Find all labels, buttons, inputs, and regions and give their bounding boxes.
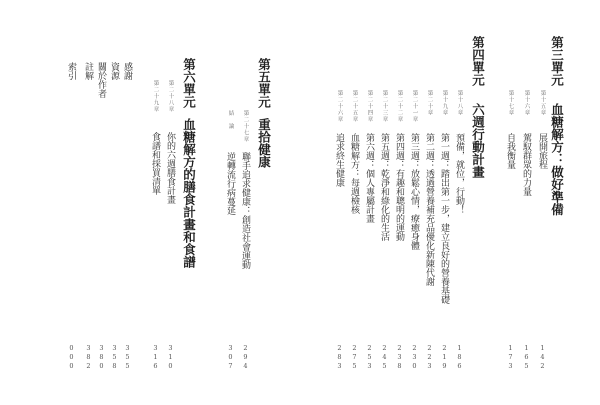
unit-4-title: 六週行動計畫: [470, 103, 486, 178]
unit-5-entry-2-page: 307: [226, 344, 235, 371]
unit-5-label: 第五單元: [256, 58, 272, 108]
backmatter-index-page: 000: [67, 344, 76, 371]
unit-4-entry-9-page: 283: [335, 344, 344, 371]
unit-4-label: 第四單元: [470, 36, 486, 86]
backmatter-about-author-title: 關於作者: [96, 62, 106, 98]
unit-4-entry-5-title: 第四週：有趣和聰明的運動: [394, 133, 404, 241]
unit-4-entry-8-number: 第二十五章: [351, 90, 358, 123]
unit-3-entry-2-number: 第十六章: [523, 90, 530, 116]
unit-3-entry-3-page: 173: [506, 344, 515, 371]
unit-4-entry-7-title: 第六週：個人專屬計畫: [364, 133, 374, 223]
unit-3-entry-1-page: 142: [538, 344, 547, 371]
backmatter-index-title: 索引: [66, 62, 76, 80]
unit-3-entry-2-page: 165: [522, 344, 531, 371]
unit-5-entry-1-page: 294: [241, 344, 250, 371]
unit-4-entry-6-page: 245: [380, 344, 389, 371]
unit-5-entry-2-title: 逆轉流行病蔓延: [225, 152, 235, 215]
unit-4-entry-6-title: 第五週：乾淨和綠化的生活: [379, 133, 389, 241]
backmatter-notes-page: 382: [84, 344, 93, 371]
unit-4-entry-2-number: 第十九章: [441, 90, 448, 116]
unit-6-title: 血糖解方的膳食計畫和食譜: [181, 118, 197, 268]
backmatter-resources-page: 358: [110, 344, 119, 371]
unit-6-label: 第六單元: [181, 58, 197, 108]
unit-4-entry-2-page: 219: [440, 344, 449, 371]
unit-4-entry-7-number: 第二十四章: [366, 90, 373, 123]
unit-5-entry-1-title: 聯手追求健康：創造社會運動: [240, 152, 250, 269]
backmatter-notes-title: 註解: [83, 62, 93, 80]
unit-4-entry-1-title: 預備，就位，行動！: [454, 133, 464, 214]
unit-3-title: 血糖解方：做好準備: [549, 103, 565, 216]
unit-4-entry-9-title: 追求終生健康: [334, 133, 344, 187]
unit-3-entry-3-title: 自我衡量: [505, 133, 515, 169]
unit-3-entry-1-number: 第十五章: [539, 90, 546, 116]
unit-5-title: 重拾健康: [256, 118, 272, 168]
unit-4-entry-8-title: 血糖解方：每週檢核: [349, 133, 359, 214]
unit-4-entry-4-number: 第二十一章: [411, 90, 418, 123]
unit-6-entry-1-page: 310: [166, 344, 175, 371]
unit-4-entry-4-page: 230: [410, 344, 419, 371]
unit-4-entry-7-page: 253: [365, 344, 374, 371]
unit-4-entry-4-title: 第三週：放鬆心情，療癒身體: [409, 133, 419, 250]
unit-6-entry-1-title: 你的六週膳食計畫: [165, 132, 175, 204]
unit-4-entry-3-page: 223: [425, 344, 434, 371]
unit-5-entry-1-number: 第二十七章: [242, 110, 249, 143]
unit-4-entry-2-title: 第一週：踏出第一步，建立良好的營養基礎: [439, 133, 449, 304]
backmatter-resources-title: 資源: [109, 62, 119, 80]
unit-4-entry-6-number: 第二十三章: [381, 90, 388, 123]
unit-4-entry-3-number: 第二十章: [426, 90, 433, 116]
unit-3-entry-1-title: 展開旅程: [537, 133, 547, 169]
unit-4-entry-1-number: 第十八章: [456, 90, 463, 116]
unit-4-entry-9-number: 第二十六章: [336, 90, 343, 123]
unit-4-entry-5-number: 第二十二章: [396, 90, 403, 123]
unit-6-entry-2-title: 食譜和採買清單: [150, 132, 160, 195]
backmatter-acknowledgements-page: 355: [123, 344, 132, 371]
unit-6-entry-2-page: 316: [151, 344, 160, 371]
unit-5-entry-2-number: 結 論: [227, 110, 234, 130]
backmatter-about-author-page: 380: [97, 344, 106, 371]
unit-6-entry-2-number: 第二十九章: [152, 80, 159, 113]
unit-3-entry-2-title: 駕馭群眾的力量: [521, 133, 531, 196]
unit-3-entry-3-number: 第十七章: [507, 90, 514, 116]
unit-4-entry-5-page: 238: [395, 344, 404, 371]
unit-4-entry-1-page: 186: [455, 344, 464, 371]
unit-4-entry-8-page: 275: [350, 344, 359, 371]
backmatter-acknowledgements-title: 感謝: [122, 62, 132, 80]
unit-6-entry-1-number: 第二十八章: [167, 80, 174, 113]
unit-4-entry-3-title: 第二週：透過營養補充品優化新陳代謝: [424, 133, 434, 286]
unit-3-label: 第三單元: [549, 36, 565, 86]
